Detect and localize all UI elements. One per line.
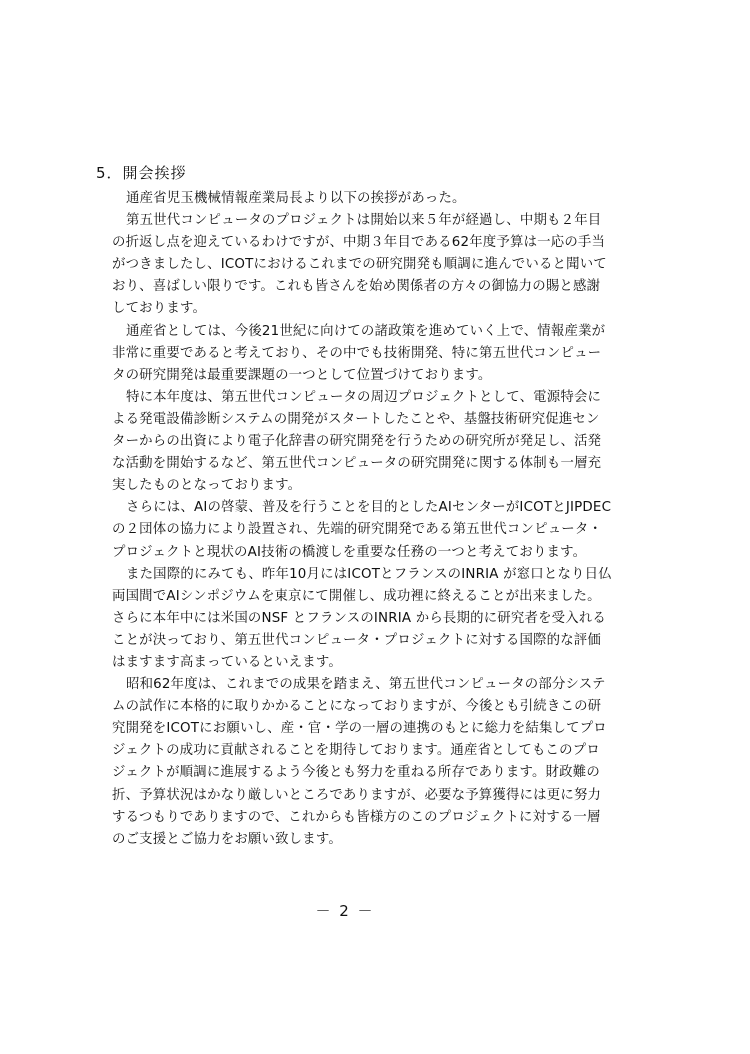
text-line: よる発電設備診断システムの開発がスタートしたことや、基盤技術研究促進セン — [112, 411, 600, 427]
text-line: 特に本年度は、第五世代コンピュータの周辺プロジェクトとして、電源特会に — [126, 389, 602, 405]
text-line: 非常に重要であると考えており、その中でも技術開発、特に第五世代コンピュー — [112, 345, 602, 361]
text-line: ことが決っており、第五世代コンピュータ・プロジェクトに対する国際的な評価 — [112, 632, 601, 648]
text-line: 折、予算状況はかなり厳しいところでありますが、必要な予算獲得には更に努力 — [112, 787, 602, 803]
text-line: の２団体の協力により設置され、先端的研究開発である第五世代コンピュータ・ — [112, 522, 603, 538]
text-line: また国際的にみても、昨年10月にはICOTとフランスのINRIA が窓口となり日仏 — [126, 566, 612, 582]
text-line: はますます高まっているといえます。 — [112, 654, 342, 670]
text-line: がつきましたし、ICOTにおけるこれまでの研究開発も順調に進んでいると聞いて — [112, 257, 607, 273]
text-line: ターからの出資により電子化辞書の研究開発を行うための研究所が発足し、活発 — [112, 434, 602, 450]
text-line: ジェクトの成功に貢献されることを期待しております。通産省としてもこのプロ — [112, 743, 600, 759]
text-line: 昭和62年度は、これまでの成果を踏まえ、第五世代コンピュータの部分システ — [126, 677, 606, 693]
text-line: しております。 — [112, 301, 207, 317]
section-heading: 5．開会挨拶 — [96, 164, 187, 182]
body-text — [112, 188, 612, 851]
text-line: 通産省としては、今後21世紀に向けての諸政策を進めていく上で、情報産業が — [126, 323, 606, 339]
text-line: ジェクトが順調に進展するよう今後とも努力を重ねる所存であります。財政難の — [112, 765, 600, 781]
text-line: するつもりでありますので、これからも皆様方のこのプロジェクトに対する一層 — [112, 809, 601, 825]
text-line: プロジェクトと現状のAI技術の橋渡しを重要な任務の一つと考えております。 — [112, 544, 587, 560]
text-line: 両国間でAIシンポジウムを東京にて開催し、成功裡に終えることが出来ました。 — [112, 588, 601, 604]
text-line: 究開発をICOTにお願いし、産・官・学の一層の連携のもとに総力を結集してプロ — [112, 721, 607, 737]
text-line: タの研究開発は最重要課題の一つとして位置づけております。 — [112, 367, 492, 383]
page-number: － 2 － — [315, 902, 375, 920]
text-line: 第五世代コンピュータのプロジェクトは開始以来５年が経過し、中期も２年目 — [126, 213, 602, 229]
text-line: 実したものとなっております。 — [112, 478, 302, 494]
text-line: な活動を開始するなど、第五世代コンピュータの研究開発に関する体制も一層充 — [112, 456, 602, 472]
text-line: おり、喜ばしい限りです。これも皆さんを始め関係者の方々の御協力の賜と感謝 — [112, 279, 601, 295]
text-line: さらには、AIの啓蒙、普及を行うことを目的としたAIセンターがICOTとJIPDEC — [126, 500, 612, 516]
text-line: ムの試作に本格的に取りかかることになっておりますが、今後とも引続きこの研 — [112, 699, 602, 715]
text-line: 通産省児玉機械情報産業局長より以下の挨拶があった。 — [126, 191, 466, 206]
text-line: のご支援とご協力をお願い致します。 — [112, 831, 342, 847]
text-line: の折返し点を迎えているわけですが、中期３年目である62年度予算は一応の手当 — [112, 235, 606, 251]
text-line: さらに本年中には米国のNSF とフランスのINRIA から長期的に研究者を受入れる — [112, 610, 607, 626]
